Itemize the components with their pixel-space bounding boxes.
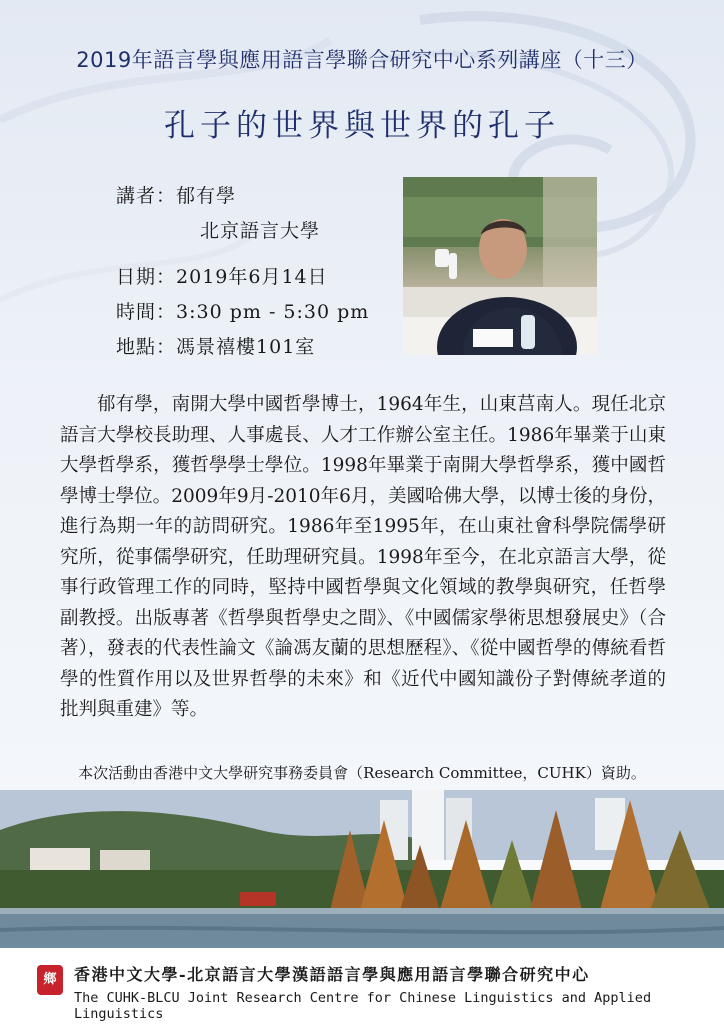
speaker-label: 講者： <box>116 185 177 207</box>
speaker-bio <box>60 390 666 726</box>
speaker-photo <box>403 177 597 355</box>
date-value: 2019年6月14日 <box>176 266 328 288</box>
series-title: 2019年語言學與應用語言學聯合研究中心系列講座（十三） <box>76 48 648 72</box>
time-row <box>116 297 369 324</box>
date-label: 日期： <box>116 266 177 288</box>
lecture-title: 孔子的世界與世界的孔子 <box>164 108 560 144</box>
centre-logo-seal: 鄉 <box>37 965 63 995</box>
centre-name-zh: 香港中文大學-北京語言大學漢語語言學與應用語言學聯合研究中心 <box>74 965 590 984</box>
date-row <box>116 262 328 289</box>
venue-label: 地點： <box>116 336 177 358</box>
time-value: 3:30 pm - 5:30 pm <box>176 301 370 323</box>
sponsor-note: 本次活動由香港中文大學研究事務委員會（Research Committee，CUHK）資助。 <box>78 764 646 782</box>
speaker-row <box>116 181 236 208</box>
speaker-name: 郁有學 <box>176 185 237 207</box>
venue-value: 馮景禧樓101室 <box>176 336 316 358</box>
time-label: 時間： <box>116 301 177 323</box>
centre-name-en: The CUHK-BLCU Joint Research Centre for Chinese Linguistics and Applied Linguistics <box>74 990 652 1022</box>
speaker-affiliation: 北京語言大學 <box>200 220 321 242</box>
venue-row <box>116 332 315 359</box>
bio-paragraph: 郁有學，南開大學中國哲學博士，1964年生，山東莒南人。現任北京語言大學校長助理、人事處長、人才工作辦公室主任。1986年畢業于山東大學哲學系，獲哲學學士學位。1998年畢業于南開大學哲學系，獲中國哲學博士學位。2009年9月-2010年6月，美國哈佛大學，以博士後的身份，進行為期一年的訪問研究。1986年至1995年，在山東社會科學院儒學研究所，從事儒學研究，任助理研究員。1998年至今，在北京語言大學，從事行政管理工作的同時，堅持中國哲學與文化領域的教學與研究，任哲學副教授。出版專著《哲學與哲學史之間》、《中國儒家學術思想發展史》（合著），發表的代表性論文《論馮友蘭的思想歷程》、《從中國哲學的傳統看哲學的性質作用以及世界哲學的未來》和《近代中國知識份子對傳統孝道的批判與重建》等。 <box>60 394 666 720</box>
campus-scenery-image <box>0 790 724 948</box>
